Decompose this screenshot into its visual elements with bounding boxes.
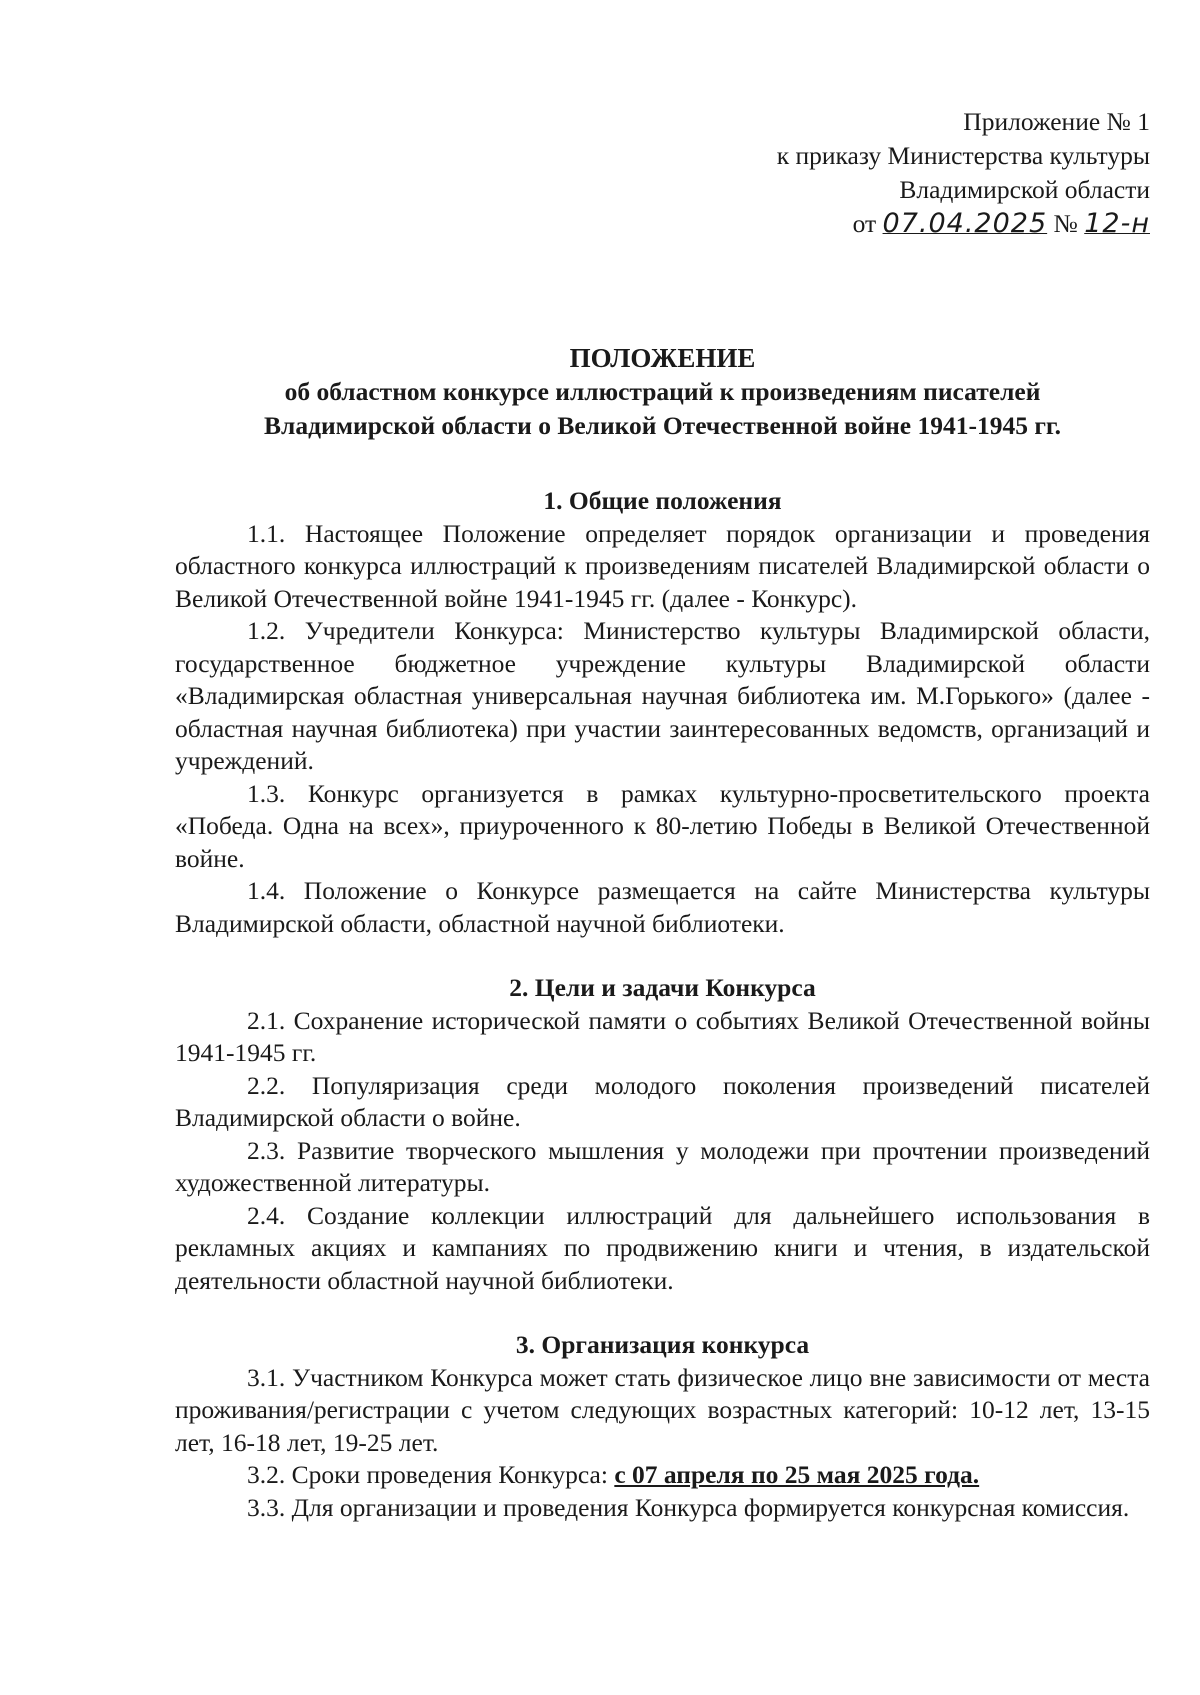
appendix-line-3: Владимирской области [899,175,1150,204]
contest-dates: с 07 апреля по 25 мая 2025 года. [614,1460,980,1489]
paragraph-3-2-text: 3.2. Сроки проведения Конкурса: [247,1460,615,1489]
document-title: ПОЛОЖЕНИЕ [569,343,756,373]
handwritten-date: 07.04.2025 [882,208,1048,239]
handwritten-number: 12-н [1084,208,1150,239]
paragraph-3-2 [175,1459,1150,1492]
date-prefix: от [852,209,877,238]
paragraph-1-2: 1.2. Учредители Конкурса: Министерство культуры Владимирской области, государственное бюджетное учреждение культуры Владимирской области «Владимирская областная универсальная научная библиотека им. М.Горького» (далее - областная научная библиотека) при участии заинтересованных ведомств, организаций и учреждений. [175,616,1150,775]
paragraph-2-2: 2.2. Популяризация среди молодого поколения произведений писателей Владимирской области о войне. [175,1070,1150,1132]
paragraph-1-1: 1.1. Настоящее Положение определяет порядок организации и проведения областного конкурса иллюстраций к произведениям писателей Владимирской области о Великой Отечественной войне 1941-1945 гг. (далее - Конкурс). [175,518,1150,613]
paragraph-3-3: 3.3. Для организации и проведения Конкурса формируется конкурсная комиссия. [247,1492,1130,1522]
appendix-line-2: к приказу Министерства культуры [776,141,1150,170]
paragraph-2-1: 2.1. Сохранение исторической памяти о событиях Великой Отечественной войны 1941-1945 гг. [175,1005,1150,1067]
paragraph-1-4: 1.4. Положение о Конкурсе размещается на сайте Министерства культуры Владимирской области, областной научной библиотеки. [175,876,1150,938]
document-page [175,105,1150,1524]
paragraph-1-3: 1.3. Конкурс организуется в рамках культурно-просветительского проекта «Победа. Одна на всех», приуроченного к 80-летию Победы в Великой Отечественной войне. [175,778,1150,873]
section-1-heading: 1. Общие положения [543,486,782,515]
section-3-heading: 3. Организация конкурса [515,1330,810,1359]
document-title-block [175,341,1150,443]
appendix-line-1: Приложение № 1 [963,107,1150,136]
paragraph-3-1: 3.1. Участником Конкурса может стать физическое лицо вне зависимости от места проживания/регистрации с учетом следующих возрастных категорий: 10-12 лет, 13-15 лет, 16-18 лет, 19-25 лет. [175,1362,1150,1457]
section-2-heading: 2. Цели и задачи Конкурса [509,973,816,1002]
document-subtitle-line-1: об областном конкурсе иллюстраций к произведениям писателей [284,377,1041,406]
paragraph-2-3: 2.3. Развитие творческого мышления у молодежи при прочтении произведений художественной литературы. [175,1135,1150,1197]
appendix-date-line [175,207,1150,241]
appendix-block [175,105,1150,241]
document-subtitle-line-2: Владимирской области о Великой Отечественной войне 1941-1945 гг. [264,411,1061,440]
paragraph-2-4: 2.4. Создание коллекции иллюстраций для дальнейшего использования в рекламных акциях и кампаниях по продвижению книги и чтения, в издательской деятельности областной научной библиотеки. [175,1200,1150,1295]
number-prefix: № [1053,209,1078,238]
